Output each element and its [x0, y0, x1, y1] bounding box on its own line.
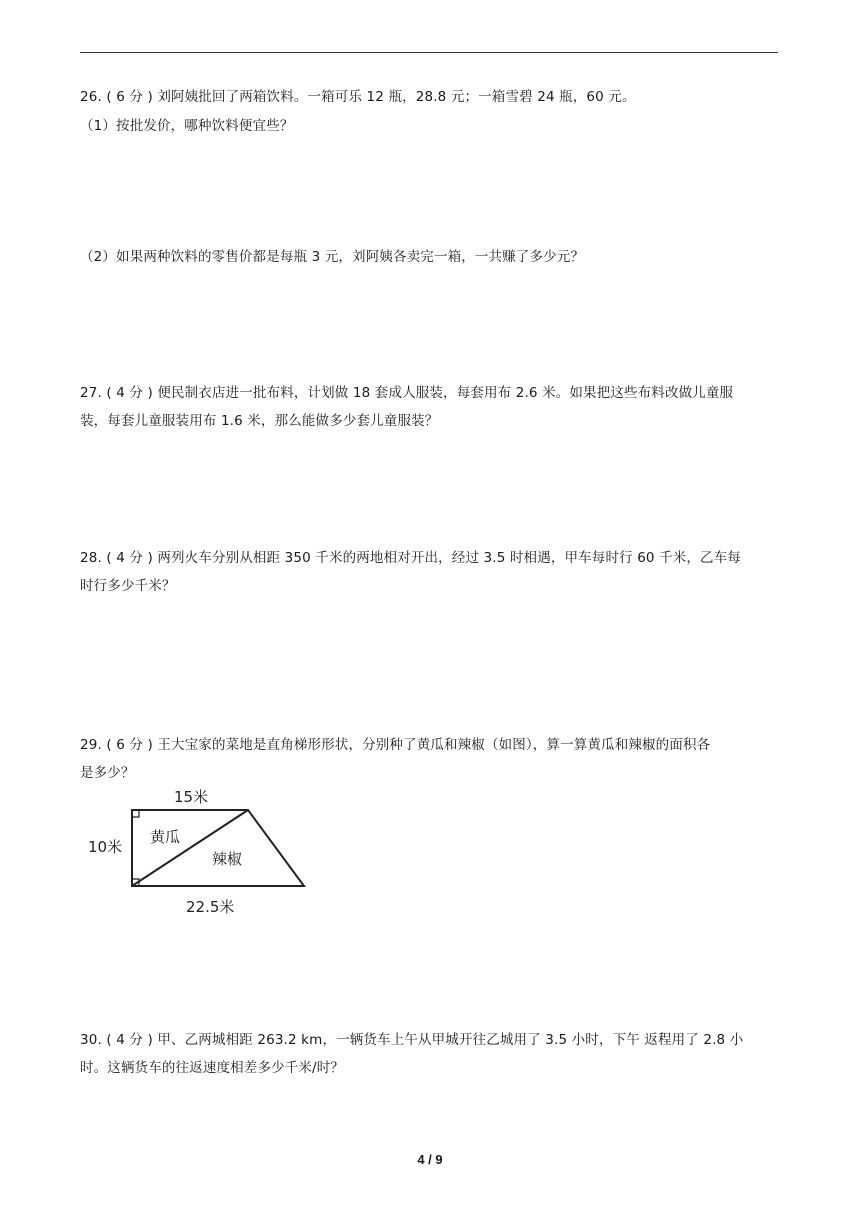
trapezoid-figure: [80, 780, 320, 920]
page-number: 4 / 9: [417, 1152, 443, 1167]
q27-line2: 装，每套儿童服装用布 1.6 米，那么能做多少套儿童服装？: [80, 413, 439, 429]
right-angle-mark-top: [132, 810, 139, 817]
figure-bottom-label: 22.5米: [186, 898, 235, 916]
q26-part1: （1）按批发价，哪种饮料便宜些？: [80, 118, 294, 134]
figure-left-label: 10米: [88, 838, 123, 856]
region-pepper-label: 辣椒: [212, 850, 243, 868]
q29-line2: 是多少？: [80, 765, 135, 781]
header-rule: [80, 52, 778, 53]
region-cucumber-label: 黄瓜: [150, 828, 181, 846]
q29-line1: 29. ( 6 分 ) 王大宝家的菜地是直角梯形形状，分别种了黄瓜和辣椒（如图），算一算黄瓜和辣椒的面积各: [80, 737, 711, 753]
trapezoid-diagonal: [132, 810, 248, 886]
q27-line1: 27. ( 4 分 ) 便民制衣店进一批布料，计划做 18 套成人服装，每套用布 2.6 米。如果把这些布料改做儿童服: [80, 385, 734, 401]
q26-stem: 26. ( 6 分 ) 刘阿姨批回了两箱饮料。一箱可乐 12 瓶，28.8 元；一箱雪碧 24 瓶，60 元。: [80, 89, 636, 105]
q30-line2: 时。这辆货车的往返速度相差多少千米/时？: [80, 1060, 345, 1076]
trapezoid-outline: [132, 810, 304, 886]
q28-line1: 28. ( 4 分 ) 两列火车分别从相距 350 千米的两地相对开出，经过 3.5 时相遇，甲车每时行 60 千米，乙车每: [80, 550, 742, 566]
q28-line2: 时行多少千米？: [80, 578, 176, 594]
q30-line1: 30. ( 4 分 ) 甲、乙两城相距 263.2 km，一辆货车上午从甲城开往乙城用了 3.5 小时，下午 返程用了 2.8 小: [80, 1032, 744, 1048]
q26-part2: （2）如果两种饮料的零售价都是每瓶 3 元，刘阿姨各卖完一箱，一共赚了多少元？: [80, 249, 585, 265]
figure-top-label: 15米: [174, 788, 209, 806]
